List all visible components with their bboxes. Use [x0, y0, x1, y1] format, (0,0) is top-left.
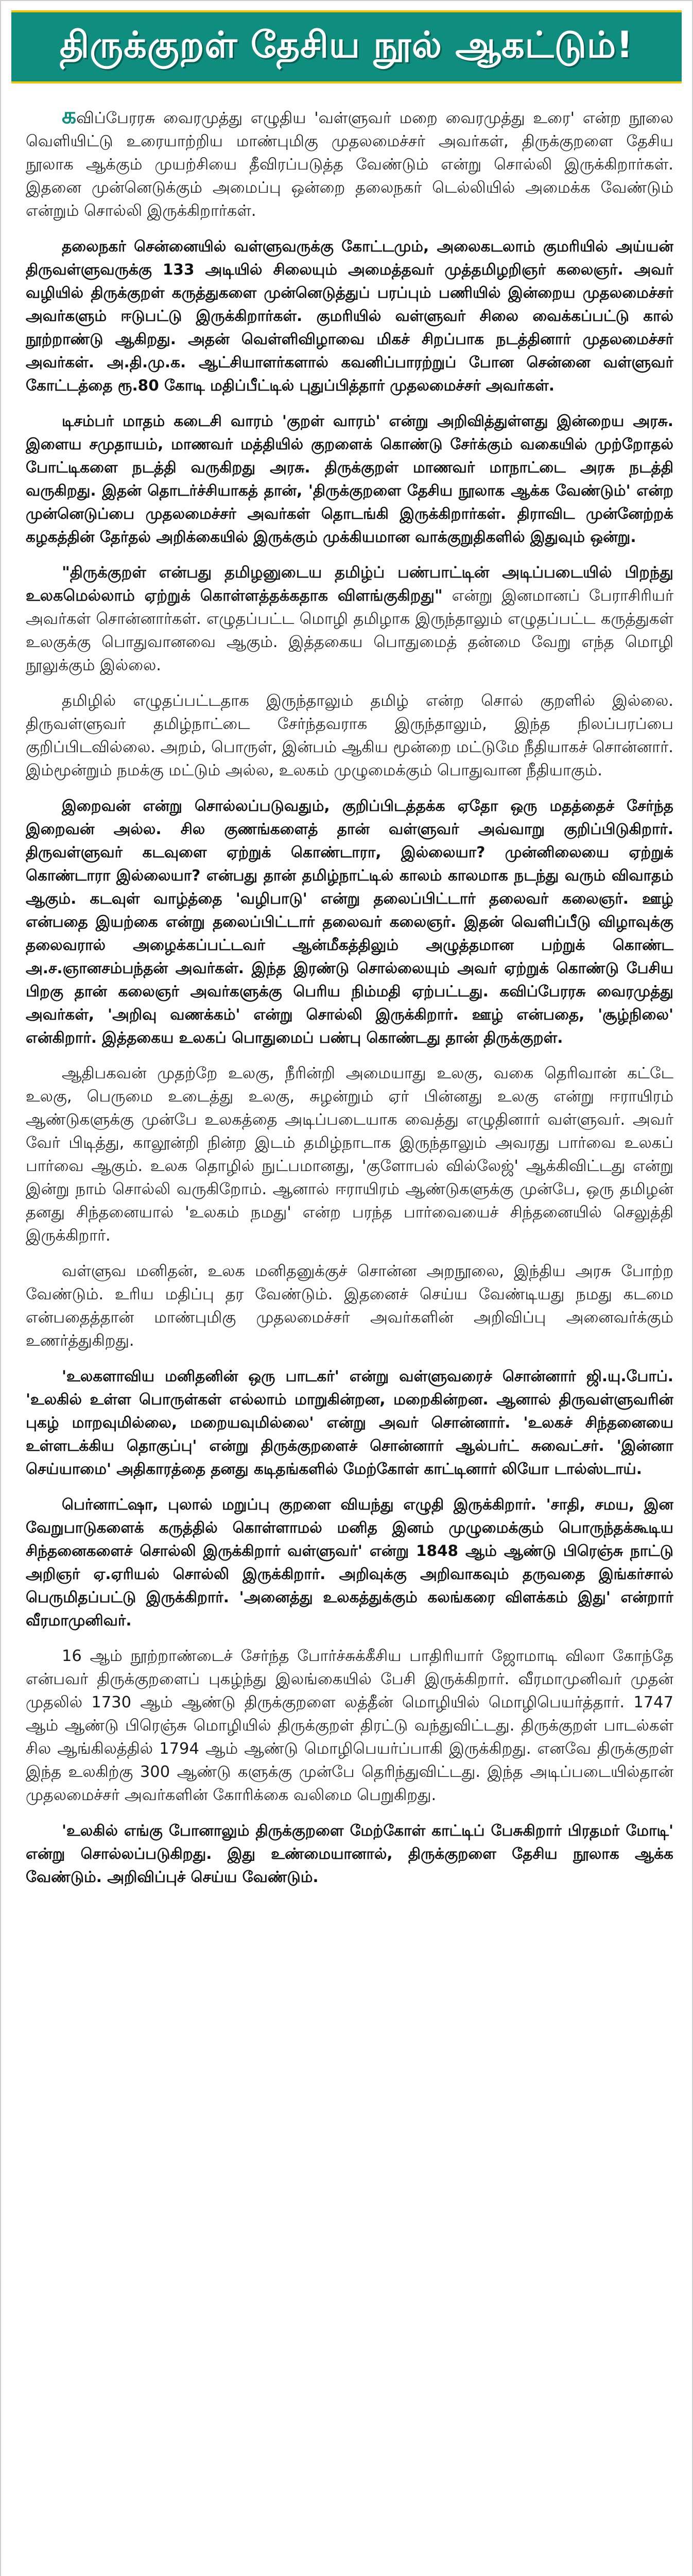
article-paragraph: 'உலகில் எங்கு போனாலும் திருக்குறளை மேற்கோள் காட்டிப் பேசுகிறார் பிரதமர் மோடி' என்று சொல்லப்படுகிறது. இது உண்மையானால், திருக்குறளை தேசிய நூலாக ஆக்க வேண்டும். அறிவிப்புச் செய்ய வேண்டும். [26, 1822, 673, 1886]
article-paragraph: பெர்னாட்ஷா, புலால் மறுப்பு குறளை வியந்து எழுதி இருக்கிறார். 'சாதி, சமய, இன வேறுபாடுகளைக் கருத்தில் கொள்ளாமல் மனித இனம் முழுமைக்கும் பொருந்தக்கூடிய சிந்தனைகளைச் சொல்லி இருக்கிறார் வள்ளுவர்' என்று 1848 ஆம் ஆண்டு பிரெஞ்சு நாட்டு அறிஞர் ஏ.ஏரியல் சொல்லி இருக்கிறார். அறிவுக்கு அறிவாகவும் தருவதை இங்கர்சால் பெருமிதப்பட்டு இருக்கிறார். 'அனைத்து உலகத்துக்கும் கலங்கரை விளக்கம் இது' என்றார் வீரமாமுனிவர். [26, 1496, 673, 1629]
headline-title: திருக்குறள் தேசிய நூல் ஆகட்டும்! [59, 23, 634, 66]
article-paragraph: "திருக்குறள் என்பது தமிழனுடைய தமிழ்ப் பண்பாட்டின் அடிப்படையில் பிறந்து உலகமெல்லாம் ஏற்றுக் கொள்ளத்தக்கதாக விளங்குகிறது" என்று இனமானப் பேராசிரியர் அவர்கள் சொன்னார்கள். எழுதப்பட்ட மொழி தமிழாக இருந்தாலும் எழுதப்பட்ட கருத்துகள் உலகுக்கு பொதுவானவை ஆகும். இத்தகைய பொதுமைத் தன்மை வேறு எந்த மொழி நூலுக்கும் இல்லை. [26, 564, 673, 674]
quote-bold: "திருக்குறள் என்பது தமிழனுடைய தமிழ்ப் பண்பாட்டின் அடிப்படையில் பிறந்து உலகமெல்லாம் ஏற்றுக் கொள்ளத்தக்கதாக விளங்குகிறது" [26, 564, 673, 605]
article-body [26, 104, 673, 2576]
article-paragraph: வள்ளுவ மனிதன், உலக மனிதனுக்குச் சொன்ன அறநூலை, இந்திய அரசு போற்ற வேண்டும். உரிய மதிப்பு தர வேண்டும். இதனைச் செய்ய வேண்டியது நமது கடமை என்பதைத்தான் மாண்புமிகு முதலமைச்சர் அவர்களின் அறிவிப்பு அனைவர்க்கும் உணர்த்துகிறது. [26, 1262, 673, 1350]
headline-banner [11, 10, 682, 83]
article-paragraph: தலைநகர் சென்னையில் வள்ளுவருக்கு கோட்டமும், அலைகடலாம் குமரியில் அய்யன் திருவள்ளுவருக்கு 133 அடியில் சிலையும் அமைத்தவர் முத்தமிழறிஞர் கலைஞர். அவர் வழியில் திருக்குறள் கருத்துகளை முன்னெடுத்துப் பரப்பும் பணியில் இன்றைய முதலமைச்சர் அவர்களும் ஈடுபட்டு இருக்கிறார்கள். குமரியில் வள்ளுவர் சிலை வைக்கப்பட்டு கால் நூற்றாண்டு ஆகிறது. அதன் வெள்ளிவிழாவை மிகச் சிறப்பாக நடத்தினார் முதலமைச்சர் அவர்கள். அ.தி.மு.க. ஆட்சியாளர்களால் கவனிப்பாரற்றுப் போன சென்னை வள்ளுவர் கோட்டத்தை ரூ.80 கோடி மதிப்பீட்டில் புதுப்பித்தார் முதலமைச்சர் அவர்கள். [26, 238, 673, 394]
article-paragraph: இறைவன் என்று சொல்லப்படுவதும், குறிப்பிடத்தக்க ஏதோ ஒரு மதத்தைச் சேர்ந்த இறைவன் அல்ல. சில குணங்களைத் தான் வள்ளுவர் அவ்வாறு குறிப்பிடுகிறார். திருவள்ளுவர் கடவுளை ஏற்றுக் கொண்டாரா, இல்லையா? முன்னிலையை ஏற்றுக் கொண்டாரா இல்லையா? என்பது தான் தமிழ்நாட்டில் காலம் காலமாக நடந்து வரும் விவாதம் ஆகும். கடவுள் வாழ்த்தை 'வழிபாடு' என்று தலைப்பிட்டார் தலைவர் கலைஞர். ஊழ் என்பதை இயற்கை என்று தலைப்பிட்டார் தலைவர் கலைஞர். இதன் வெளிப்பீடு விழாவுக்கு தலைவரால் அழைக்கப்பட்டவர் ஆன்மீகத்திலும் அழுத்தமான பற்றுக் கொண்ட அ.ச.ஞானசம்பந்தன் அவர்கள். இந்த இரண்டு சொல்லையும் அவர் ஏற்றுக் கொண்டு பேசிய பிறகு தான் கலைஞர் அவர்களுக்கு பெரிய நிம்மதி ஏற்பட்டது. கவிப்பேரரசு வைரமுத்து அவர்கள், 'அறிவு வணக்கம்' என்று சொல்லி இருக்கிறார். ஊழ் என்பதை, 'சூழ்நிலை' என்கிறார். இத்தகைய உலகப் பொதுமைப் பண்பு கொண்டது தான் திருக்குறள். [26, 797, 673, 1046]
article-paragraph: ஆதிபகவன் முதற்றே உலகு, நீரின்றி அமையாது உலகு, வகை தெரிவான் கட்டே உலகு, பெருமை உடைத்து உலகு, சுழன்றும் ஏர் பின்னது உலகு என்று ஈராயிரம் ஆண்டுகளுக்கு முன்பே உலகத்தை அடிப்படையாக வைத்து எழுதினார் வள்ளுவர். அவர் வேர் பிடித்து, காலூன்றி நின்ற இடம் தமிழ்நாடாக இருந்தாலும் அவரது பார்வை உலகப் பார்வை ஆகும். உலக தொழில் நுட்பமானது, 'குளோபல் வில்லேஜ்' ஆக்கிவிட்டது என்று இன்று நாம் சொல்லி வருகிறோம். ஆனால் ஈராயிரம் ஆண்டுகளுக்கு முன்பே, ஒரு தமிழன் தனது சிந்தனையால் 'உலகம் நமது' என்ற பரந்த பார்வையைச் சிந்தனையில் செலுத்தி இருக்கிறார். [26, 1064, 673, 1245]
article-paragraph: 'உலகளாவிய மனிதனின் ஒரு பாடகர்' என்று வள்ளுவரைச் சொன்னார் ஜி.யு.போப். 'உலகில் உள்ள பொருள்கள் எல்லாம் மாறுகின்றன, மறைகின்றன. ஆனால் திருவள்ளுவரின் புகழ் மாறவுமில்லை, மறையவுமில்லை' என்று அவர் சொன்னார். 'உலகச் சிந்தனையை உள்ளடக்கிய தொகுப்பு' என்று திருக்குறளைச் சொன்னார் ஆல்பர்ட் சுவைட்சர். 'இன்னா செய்யாமை' அதிகாரத்தை தனது கடிதங்களில் மேற்கோள் காட்டினார் லியோ டால்ஸ்டாய். [26, 1367, 673, 1478]
article-paragraph: தமிழில் எழுதப்பட்டதாக இருந்தாலும் தமிழ் என்ற சொல் குறளில் இல்லை. திருவள்ளுவர் தமிழ்நாட்டை சேர்ந்தவராக இருந்தாலும், இந்த நிலப்பரப்பை குறிப்பிடவில்லை. அறம், பொருள், இன்பம் ஆகிய மூன்றை மட்டுமே நீதியாகச் சொன்னார். இம்மூன்றும் நமக்கு மட்டும் அல்ல, உலகம் முழுமைக்கும் பொதுவான நீதியாகும். [26, 692, 673, 779]
dropcap-letter: க [62, 104, 77, 129]
article-paragraph: டிசம்பர் மாதம் கடைசி வாரம் 'குறள் வாரம்' என்று அறிவித்துள்ளது இன்றைய அரசு. இளைய சமுதாயம், மாணவர் மத்தியில் குறளைக் கொண்டு சேர்க்கும் வகையில் முற்றோதல் போட்டிகளை நடத்தி வருகிறது அரசு. திருக்குறள் மாணவர் மாநாட்டை அரசு நடத்தி வருகிறது. இதன் தொடர்ச்சியாகத் தான், 'திருக்குறளை தேசிய நூலாக ஆக்க வேண்டும்' என்ற முன்னெடுப்பை முதலமைச்சர் அவர்கள் தொடங்கி இருக்கிறார்கள். திராவிட முன்னேற்றக் கழகத்தின் தேர்தல் அறிக்கையில் இருக்கும் முக்கியமான வாக்குறுதிகளில் இதுவும் ஒன்று. [26, 412, 673, 546]
article-paragraph: கவிப்பேரரசு வைரமுத்து எழுதிய 'வள்ளுவர் மறை வைரமுத்து உரை' என்ற நூலை வெளியிட்டு உரையாற்றிய மாண்புமிகு முதலமைச்சர் அவர்கள், திருக்குறளை தேசிய நூலாக ஆக்கும் முயற்சியை தீவிரப்படுத்த வேண்டும் என்று சொல்லி இருக்கிறார்கள். இதனை முன்னெடுக்கும் அமைப்பு ஒன்றை தலைநகர் டெல்லியில் அமைக்க வேண்டும் என்றும் சொல்லி இருக்கிறார்கள். [26, 104, 673, 223]
article-paragraph: 16 ஆம் நூற்றாண்டைச் சேர்ந்த போர்ச்சுக்கீசிய பாதிரியார் ஜோமாடி விலா கோந்தே என்பவர் திருக்குறளைப் புகழ்ந்து இலங்கையில் பேசி இருக்கிறார். வீரமாமுனிவர் முதன் முதலில் 1730 ஆம் ஆண்டு திருக்குறளை லத்தீன் மொழியில் மொழிபெயர்த்தார். 1747 ஆம் ஆண்டு பிரெஞ்சு மொழியில் திருக்குறள் திரட்டு வந்துவிட்டது. திருக்குறள் பாடல்கள் சில ஆங்கிலத்தில் 1794 ஆம் ஆண்டு மொழிபெயர்ப்பாகி இருக்கிறது. எனவே திருக்குறள் இந்த உலகிற்கு 300 ஆண்டு களுக்கு முன்பே தெரிந்துவிட்டது. இந்த அடிப்படையில்தான் முதலமைச்சர் அவர்களின் கோரிக்கை வலிமை பெறுகிறது. [26, 1647, 673, 1804]
